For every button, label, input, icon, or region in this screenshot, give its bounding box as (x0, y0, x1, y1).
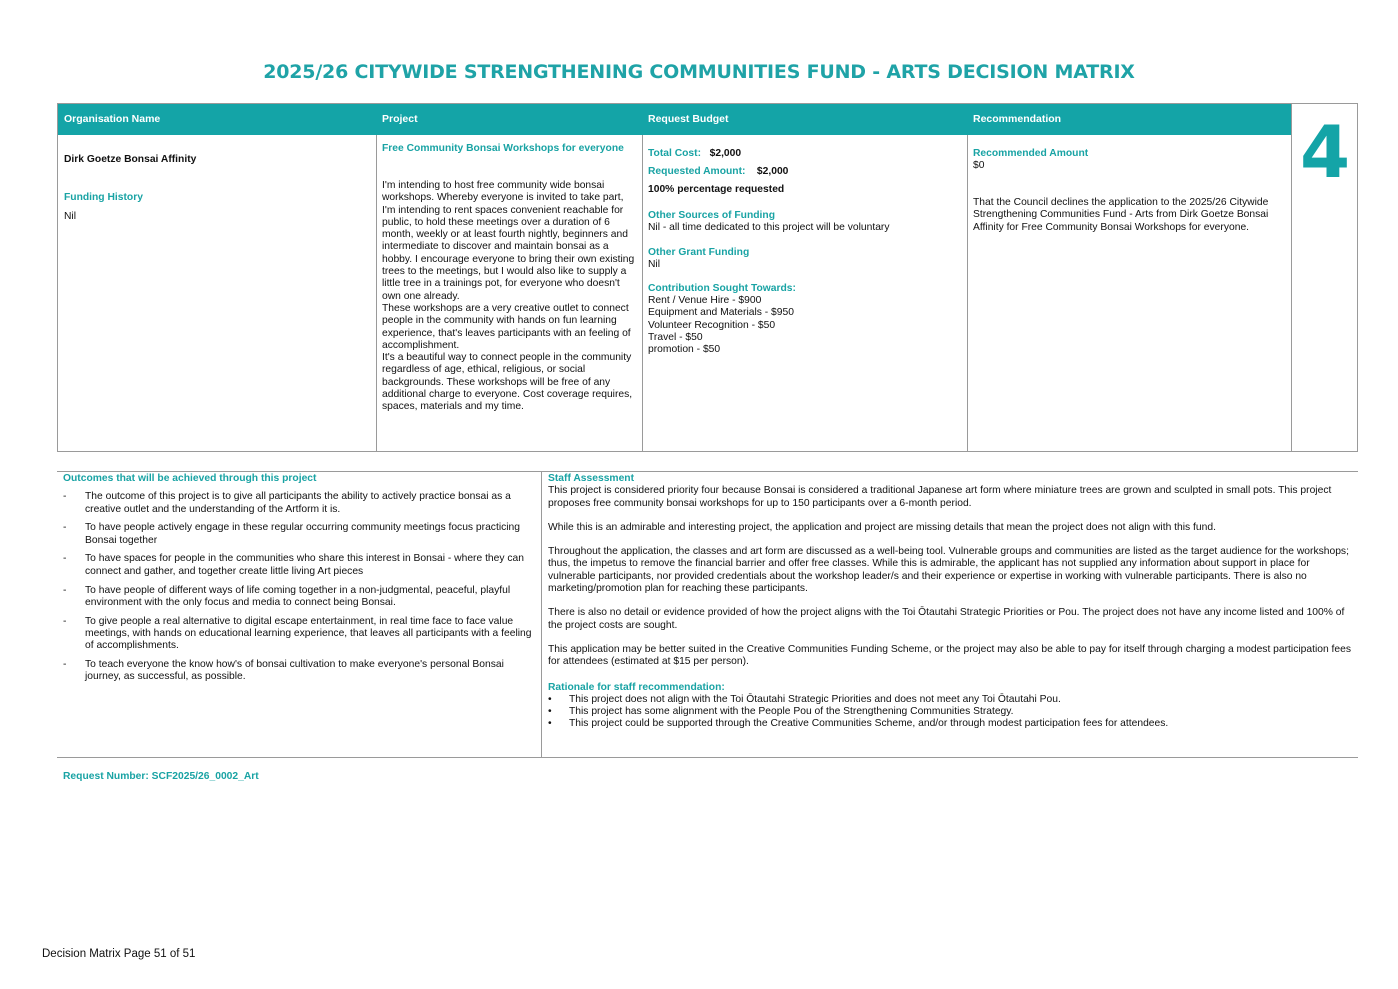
contribution-item: promotion - $50 (648, 344, 721, 356)
assessment-section (57, 471, 1358, 758)
section-divider (541, 472, 542, 757)
contribution-item: Rent / Venue Hire - $900 (648, 295, 762, 306)
list-item: • This project does not align with the Toi Ōtautahi Strategic Priorities and does not meet any Toi Ōtautahi Pou. (548, 693, 1061, 705)
organisation-cell (58, 135, 376, 451)
percentage-requested: 100% percentage requested (648, 184, 785, 195)
page-title: 2025/26 CITYWIDE STRENGTHENING COMMUNITIES FUND - ARTS DECISION MATRIX (263, 61, 1135, 83)
other-grant-label: Other Grant Funding (648, 247, 750, 258)
project-description: I'm intending to host free community wide bonsai workshops. Whereby everyone is invited to take part, I'm intending to rent spaces convenient reachable for public, to hold these meetings over a duration of 6 month, weekly or at least fourth nightly, beginners and intermediate to discover and maintain bonsai as a hobby. I encourage everyone to bring their own existing trees to the meetings, but I would also like to supply a little tree in a trainings pot, for everyone who doesn't own one already. These workshops are a very creative outlet to connect people in the community with hands on fun learning experience, that's leaves participants with an feeling of accomplishment. It's a beautiful way to connect people in the community regardless of age, ethical, religious, or social backgrounds. These workshops will be free of any additional charge to everyone. Cost coverage requires, spaces, materials and my time. (382, 180, 635, 413)
outcome-text: To give people a real alternative to digital escape entertainment, in real time face to face value meetings, with hands on educational learning experience, that leaves all participants with a feeling of accomplishments. (85, 615, 532, 652)
rationale-text: This project does not align with the Toi Ōtautahi Strategic Priorities and does not meet any Toi Ōtautahi Pou. (569, 693, 1061, 705)
requested-amount-value: $2,000 (756, 166, 789, 177)
list-item: - To have people actively engage in these regular occurring community meetings focus practicing Bonsai together (63, 522, 520, 546)
recommendation-text: That the Council declines the application to the 2025/26 Citywide Strengthening Communities Fund - Arts from Dirk Goetze Bonsai Affinity for Free Community Bonsai Workshops for everyone. (973, 197, 1269, 233)
staff-paragraph: While this is an admirable and interesting project, the application and project are missing details that mean the project does not align with this fund. (548, 521, 1216, 533)
header-budget: Request Budget (642, 104, 967, 135)
header-organisation: Organisation Name (58, 104, 376, 135)
staff-paragraph: This project is considered priority four because Bonsai is considered a traditional Japanese art form where miniature trees are grown and sculpted in small pots. This project proposes free community bonsai workshops for up to 150 participants over a 6-month period. (548, 485, 1332, 509)
staff-paragraph: This application may be better suited in the Creative Communities Funding Scheme, or the project may also be able to pay for itself through charging a modest participation fees for attendees (estimated at $15 per person). (548, 643, 1352, 668)
list-item: • This project could be supported through the Creative Communities Scheme, and/or through modest participation fees for attendees. (548, 718, 1169, 730)
outcome-text: To have spaces for people in the communities who share this interest in Bonsai - where they can connect and gather, and together create little living Art pieces (85, 553, 524, 577)
list-item: - To give people a real alternative to digital escape entertainment, in real time face to face value meetings, with hands on educational learning experience, that leaves all participants with a feeling of accomplishments. (63, 615, 532, 652)
request-number: Request Number: SCF2025/26_0002_Art (63, 771, 259, 782)
recommended-amount-value: $0 (973, 160, 985, 171)
contribution-item: Volunteer Recognition - $50 (648, 319, 776, 331)
funding-history-label: Funding History (64, 192, 143, 203)
rationale-text: This project could be supported through the Creative Communities Scheme, and/or through modest participation fees for attendees. (569, 718, 1169, 730)
other-sources-value: Nil - all time dedicated to this project will be voluntary (648, 222, 890, 233)
staff-paragraph: Throughout the application, the classes and art form are discussed as a well-being tool. Vulnerable groups and communities are listed as the target audience for the workshops; thus, the impetus to remove the financial barrier and offer free classes. While this is admirable, the applicant has not supplied any information about support in place for vulnerable participants, nor provided credentials about the workshop leader/s and their experience or expertise in working with vulnerable participants. There is also no marketing/promotion plan for reaching these participants. (548, 546, 1349, 595)
funding-history-value: Nil (64, 211, 77, 222)
staff-assessment-panel (548, 473, 1353, 731)
recommended-amount-label: Recommended Amount (973, 148, 1089, 159)
outcome-text: The outcome of this project is to give all participants the ability to actively practice bonsai as a creative outlet and the understanding of the Artform it is. (85, 491, 511, 515)
outcomes-panel (63, 473, 535, 690)
total-cost-label: Total Cost: (648, 148, 702, 159)
staff-assessment-label: Staff Assessment (548, 473, 635, 484)
rationale-label: Rationale for staff recommendation: (548, 681, 725, 693)
project-title: Free Community Bonsai Workshops for everyone (382, 143, 624, 154)
outcomes-label: Outcomes that will be achieved through this project (63, 473, 317, 484)
other-sources-label: Other Sources of Funding (648, 210, 775, 221)
staff-paragraph: There is also no detail or evidence provided of how the project aligns with the Toi Ōtautahi Strategic Priorities or Pou. The project does not have any income listed and 100% of the project costs are sought. (548, 607, 1345, 631)
list-item: - To have spaces for people in the communities who share this interest in Bonsai - where they can connect and gather, and together create little living Art pieces (63, 553, 524, 577)
page-footer: Decision Matrix Page 51 of 51 (42, 948, 196, 960)
other-grant-value: Nil (648, 259, 661, 270)
outcome-text: To teach everyone the know how's of bonsai cultivation to make everyone's personal Bonsai journey, as successful, as possible. (85, 659, 504, 683)
contribution-item: Equipment and Materials - $950 (648, 307, 794, 319)
budget-cell (642, 135, 967, 451)
rationale-list (548, 694, 1353, 731)
recommendation-cell (967, 135, 1291, 451)
header-recommendation: Recommendation (967, 104, 1292, 135)
list-item: - To teach everyone the know how's of bonsai cultivation to make everyone's personal Bonsai journey, as successful, as possible. (63, 659, 504, 683)
outcomes-list (63, 491, 535, 683)
organisation-name: Dirk Goetze Bonsai Affinity (64, 154, 197, 165)
list-item: - The outcome of this project is to give all participants the ability to actively practice bonsai as a creative outlet and the understanding of the Artform it is. (63, 491, 511, 515)
header-project: Project (376, 104, 642, 135)
requested-amount-label: Requested Amount: (648, 166, 746, 177)
list-item: - To have people of different ways of life coming together in a non-judgmental, peaceful, playful environment with the only focus and media to connect being Bonsai. (63, 584, 511, 608)
contribution-label: Contribution Sought Towards: (648, 283, 796, 294)
contribution-list (648, 295, 961, 356)
priority-number: 4 (1299, 110, 1351, 194)
outcome-text: To have people of different ways of life coming together in a non-judgmental, peaceful, playful environment with the only focus and media to connect being Bonsai. (85, 584, 511, 608)
total-cost-value: $2,000 (709, 148, 742, 159)
outcome-text: To have people actively engage in these regular occurring community meetings focus practicing Bonsai together (85, 522, 520, 546)
project-cell (376, 135, 642, 451)
contribution-item: Travel - $50 (648, 331, 703, 343)
decision-matrix-table (57, 103, 1358, 452)
rationale-text: This project has some alignment with the People Pou of the Strengthening Communities Strategy. (569, 706, 1014, 718)
list-item: • This project has some alignment with the People Pou of the Strengthening Communities Strategy. (548, 706, 1014, 718)
